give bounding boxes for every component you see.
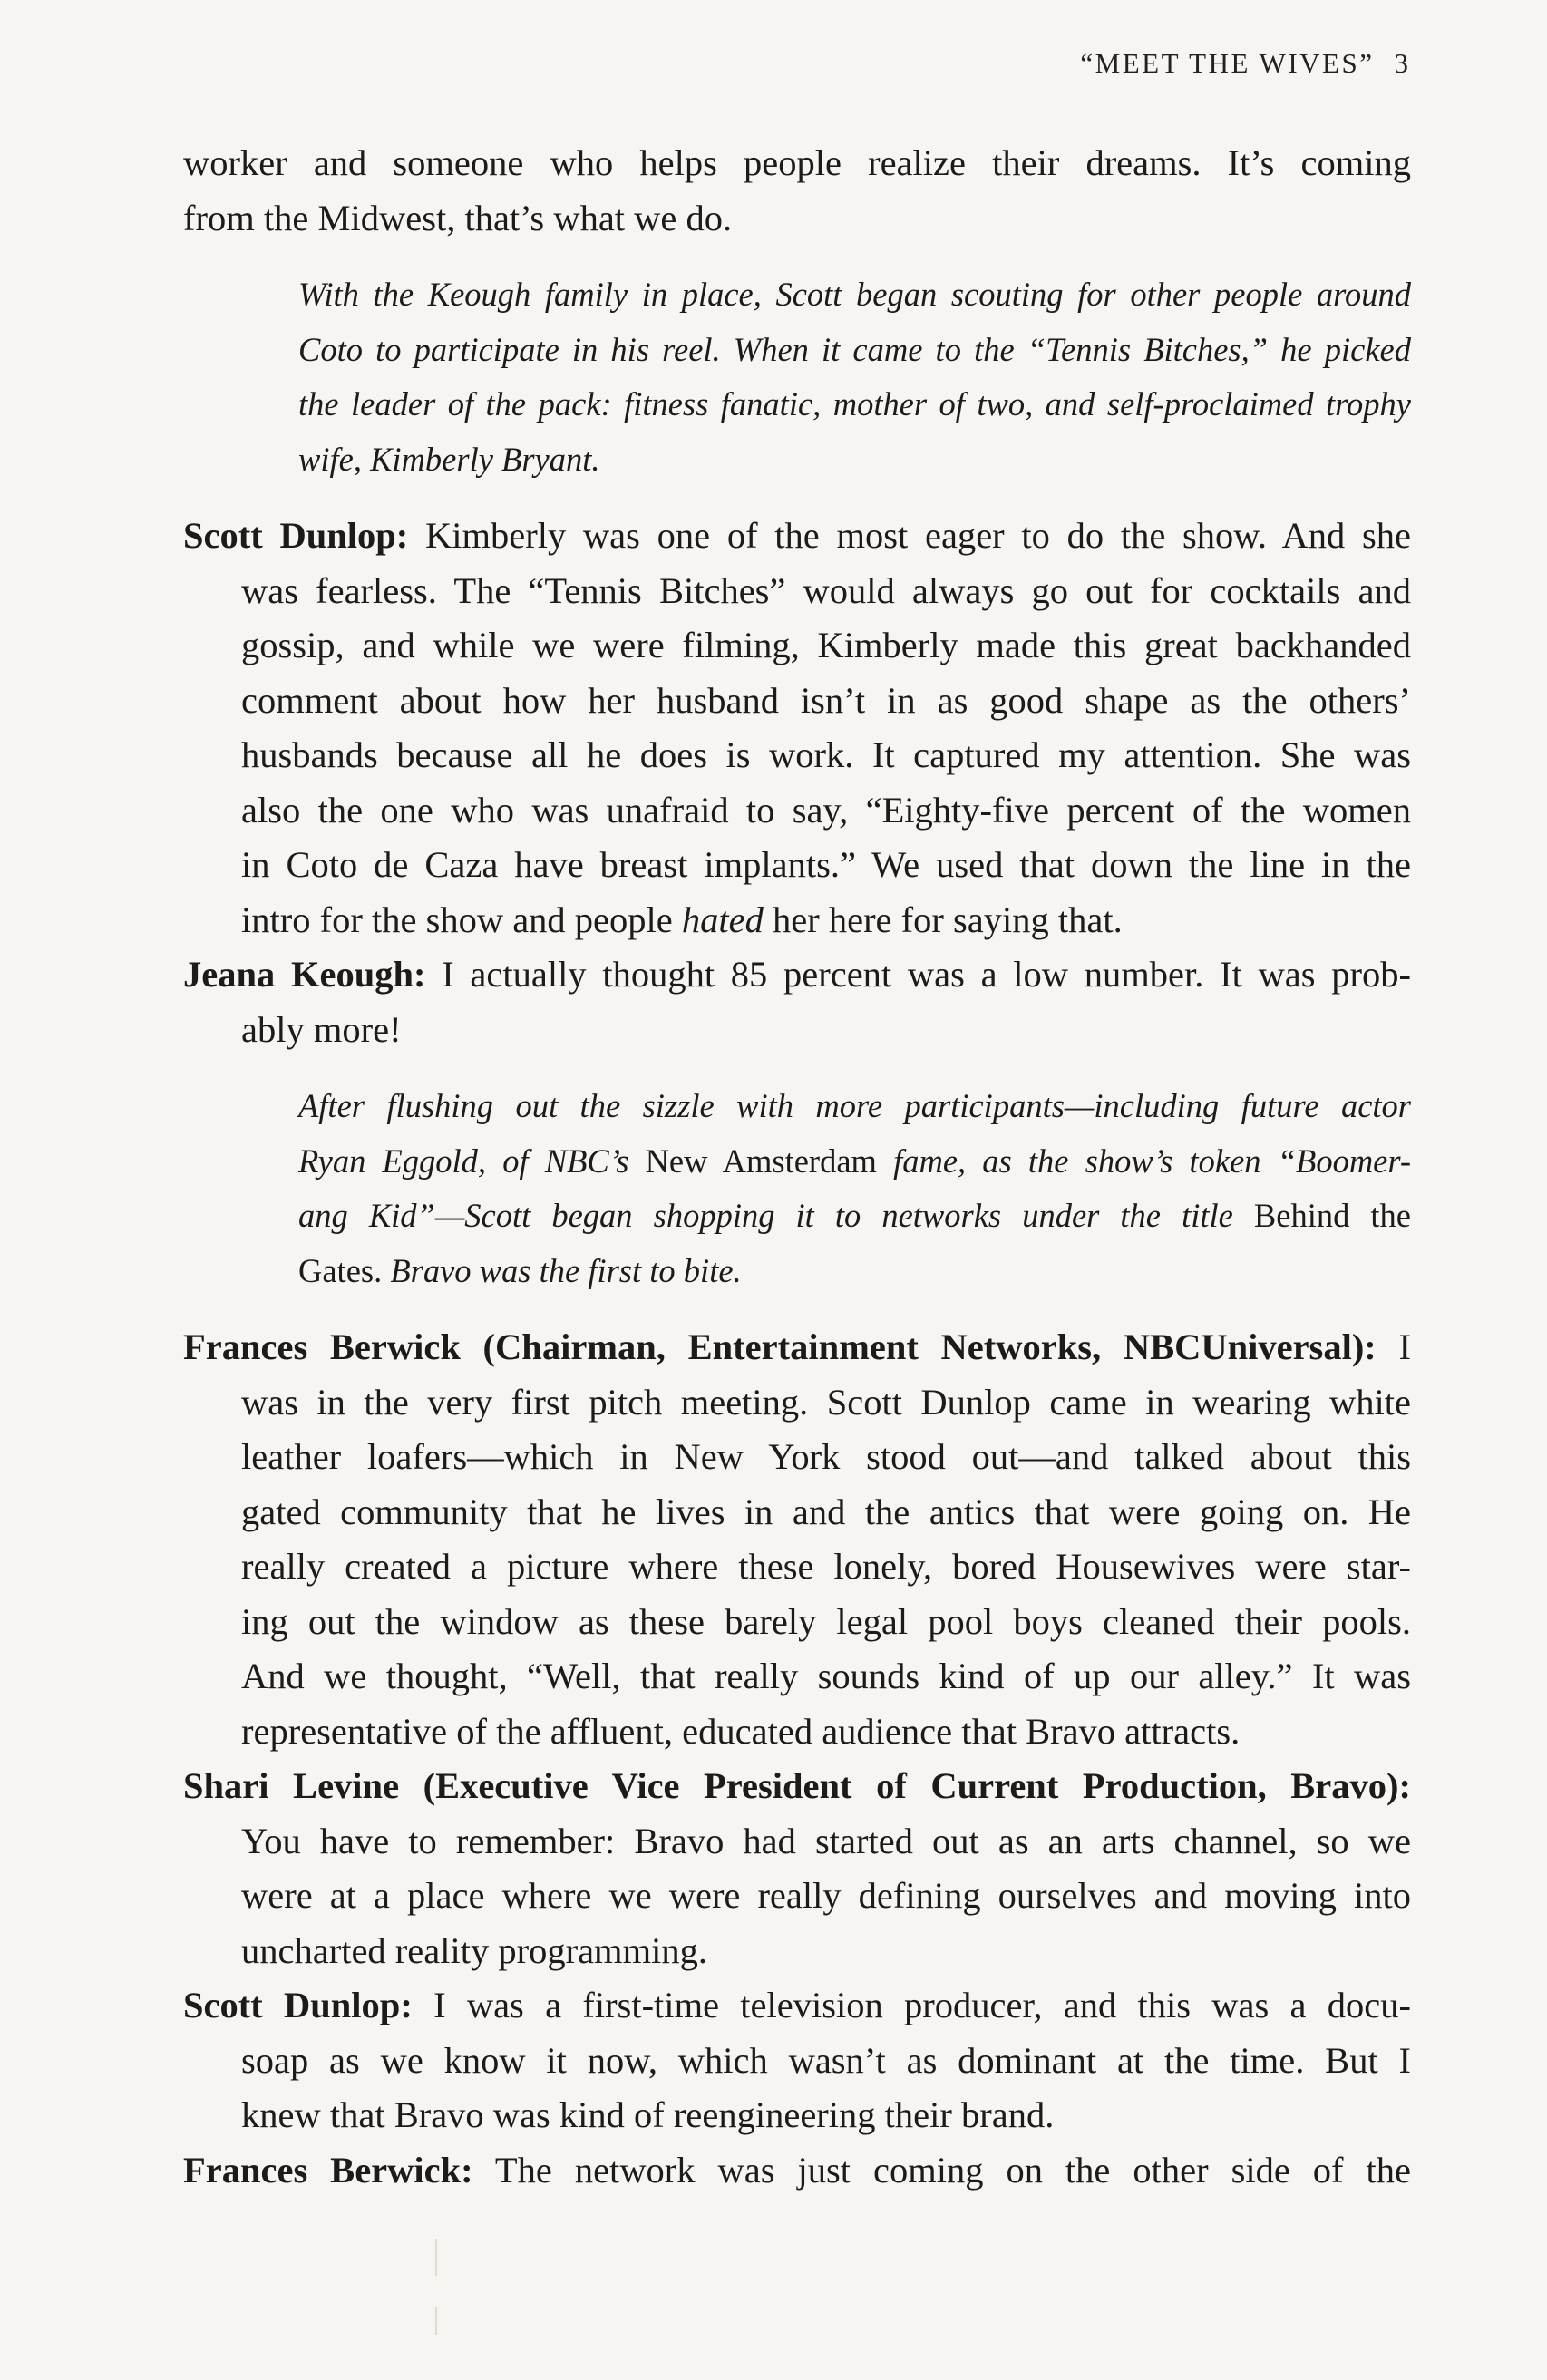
quote-frances-berwick-2 <box>183 2143 1411 2199</box>
quote-line: was fearless. The “Tennis Bitches” would always go out for cocktails and <box>241 569 1411 611</box>
quote-last-line: representative of the affluent, educated audience that Bravo attracts. <box>241 1710 1241 1752</box>
narration-line: Coto to participate in his reel. When it came to the “Tennis Bitches,” he picked <box>298 330 1411 368</box>
narration-line: ang Kid”—Scott began shopping it to networks under the title Behind the <box>298 1197 1411 1234</box>
quote-line: And we thought, “Well, that really sounds kind of up our alley.” It was <box>241 1656 1411 1696</box>
text-line: from the Midwest, that’s what we do. <box>183 197 733 238</box>
running-head <box>1080 47 1408 80</box>
quote-last-line: intro for the show and people hated her here for saying that. <box>241 899 1123 940</box>
quote-line: comment about how her husband isn’t in as good shape as the others’ <box>241 679 1411 721</box>
scan-mark <box>435 2307 437 2335</box>
quote-first-line <box>183 947 1411 1003</box>
quote-line: was in the very first pitch meeting. Scott Dunlop came in wearing white <box>241 1381 1411 1423</box>
show-title: Behind the <box>1253 1197 1411 1234</box>
narration-block <box>298 267 1411 487</box>
quote-text: I was a first-time television producer, and this was a docu- <box>412 1985 1411 2025</box>
quote-line: really created a picture where these lonely, bored Housewives were star- <box>241 1546 1411 1587</box>
quote-first-line <box>183 509 1411 564</box>
quote-line: also the one who was unafraid to say, “Eighty-five percent of the women <box>241 789 1411 831</box>
page-number: 3 <box>1394 47 1408 79</box>
quote-text: I actually thought 85 percent was a low number. It was prob- <box>425 954 1411 995</box>
quote-line: gated community that he lives in and the antics that were going on. He <box>241 1491 1411 1532</box>
speaker-name: Scott Dunlop: <box>183 515 409 556</box>
narration-block <box>298 1079 1411 1298</box>
quote-last-line: ably more! <box>241 1008 402 1050</box>
quote-first-line <box>183 2143 1411 2199</box>
quote-text: I <box>1376 1326 1411 1367</box>
narration-line: Ryan Eggold, of NBC’s New Amsterdam fame, as the show’s token “Boomer- <box>298 1141 1412 1180</box>
quote-frances-berwick <box>183 1320 1411 1759</box>
quote-text: Kimberly was one of the most eager to do the show. And she <box>408 515 1411 556</box>
quote-scott-dunlop-2 <box>183 1978 1411 2143</box>
quote-line: leather loafers—which in New York stood out—and talked about this <box>241 1436 1411 1477</box>
speaker-name: Shari Levine (Executive Vice President of Current Production, Bravo): <box>183 1765 1411 1806</box>
quote-line: soap as we know it now, which wasn’t as dominant at the time. But I <box>241 2039 1411 2081</box>
paragraph-continuation <box>183 136 1411 246</box>
scan-mark <box>435 2239 437 2276</box>
quote-last-line: uncharted reality programming. <box>241 1929 707 1971</box>
show-title: New Amsterdam <box>645 1141 877 1180</box>
narration-line: the leader of the pack: fitness fanatic, mother of two, and self-proclaimed trophy <box>298 385 1411 423</box>
quote-line: ing out the window as these barely legal pool boys cleaned their pools. <box>241 1600 1411 1642</box>
running-title: “MEET THE WIVES” <box>1080 47 1375 79</box>
quote-shari-levine <box>183 1759 1411 1978</box>
body-text <box>183 136 1411 2198</box>
show-title: Gates. <box>298 1251 383 1289</box>
narration-line: wife, Kimberly Bryant. <box>298 440 600 478</box>
quote-line: You have to remember: Bravo had started out as an arts channel, so we <box>241 1820 1411 1861</box>
narration-line: With the Keough family in place, Scott began scouting for other people around <box>298 276 1411 313</box>
quote-first-line <box>183 1320 1411 1375</box>
speaker-name: Scott Dunlop: <box>183 1985 413 2025</box>
quote-jeana-keough <box>183 947 1411 1057</box>
speaker-name: Frances Berwick (Chairman, Entertainment Networks, NBCUniversal): <box>183 1326 1377 1367</box>
speaker-name: Frances Berwick: <box>183 2149 473 2191</box>
text-line: worker and someone who helps people realize their dreams. It’s coming <box>183 142 1411 183</box>
narration-line: After flushing out the sizzle with more participants—including future actor <box>298 1087 1411 1124</box>
quote-scott-dunlop <box>183 509 1411 947</box>
quote-line: were at a place where we were really defining ourselves and moving into <box>241 1875 1411 1916</box>
quote-text: The network was just coming on the other side of the <box>472 2149 1411 2191</box>
speaker-name: Jeana Keough: <box>183 954 426 995</box>
quote-line: in Coto de Caza have breast implants.” We used that down the line in the <box>241 844 1411 885</box>
quote-line: husbands because all he does is work. It captured my attention. She was <box>241 734 1411 775</box>
quote-first-line <box>183 1759 1411 1814</box>
narration-line: Gates. Bravo was the first to bite. <box>298 1251 742 1289</box>
quote-last-line: knew that Bravo was kind of reengineering their brand. <box>241 2094 1055 2135</box>
emphasis: hated <box>681 899 764 940</box>
quote-line: gossip, and while we were filming, Kimberly made this great backhanded <box>241 625 1411 665</box>
quote-first-line <box>183 1978 1411 2034</box>
